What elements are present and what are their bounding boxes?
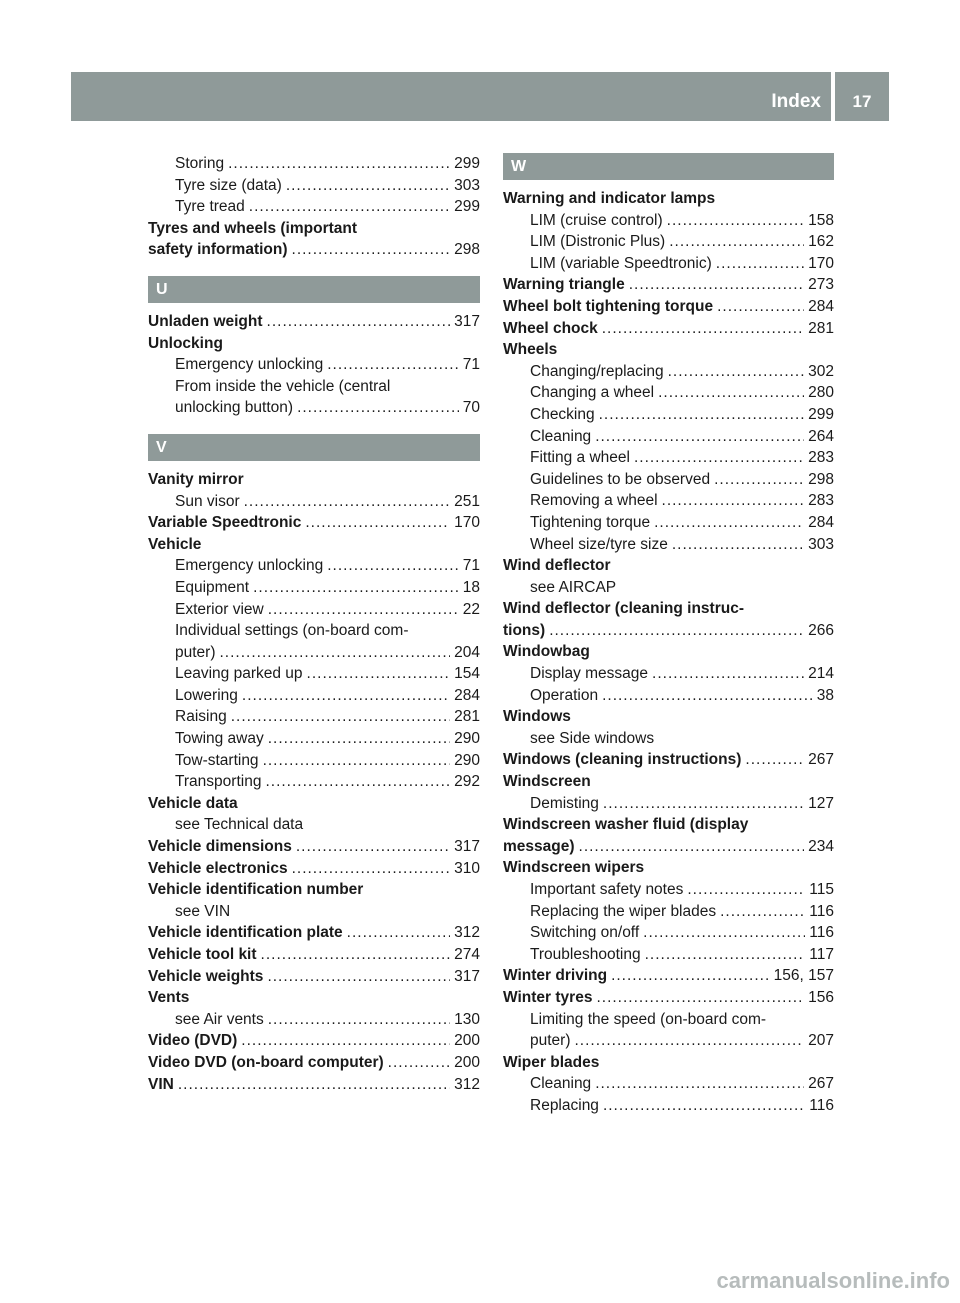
dot-leader (668, 361, 805, 383)
index-entry (503, 1009, 834, 1031)
entry-term: Wheel size/tyre size (530, 535, 668, 553)
section-letter-u: U (148, 276, 480, 303)
dot-leader (292, 858, 451, 880)
index-entry (148, 239, 480, 261)
index-entry (148, 944, 480, 966)
dot-leader (307, 663, 451, 685)
entry-page-number: 234 (808, 837, 834, 855)
index-entry (503, 555, 834, 577)
entry-term: puter) (530, 1032, 571, 1050)
entry-page-number: 290 (454, 730, 480, 748)
dot-leader (265, 771, 450, 793)
entry-term: Cleaning (530, 1075, 592, 1093)
index-entry (148, 728, 480, 750)
entry-page-number: 200 (454, 1032, 480, 1050)
entry-term: Tyre size (data) (175, 176, 282, 194)
entry-page-number: 290 (454, 751, 480, 769)
entry-term: Emergency unlocking (175, 356, 324, 374)
dot-leader (716, 253, 804, 275)
index-entry (148, 901, 480, 923)
index-entry (148, 555, 480, 577)
index-entry (148, 663, 480, 685)
entry-term: see VIN (175, 902, 231, 920)
entry-page-number: 303 (808, 535, 834, 553)
index-entry (148, 534, 480, 556)
index-entry (503, 598, 834, 620)
entry-page-number: 22 (462, 600, 480, 618)
entry-term: LIM (cruise control) (530, 211, 663, 229)
dot-leader (714, 469, 804, 491)
entry-page-number: 267 (808, 751, 834, 769)
index-entry (148, 1052, 480, 1074)
index-entry (503, 339, 834, 361)
entry-term: Tightening torque (530, 513, 651, 531)
entry-term: Towing away (175, 730, 264, 748)
dot-leader (231, 706, 450, 728)
dot-leader (220, 642, 451, 664)
dot-leader (549, 620, 804, 642)
index-entry (503, 944, 834, 966)
entry-term: Emergency unlocking (175, 557, 324, 575)
dot-leader (599, 404, 805, 426)
index-entry (503, 253, 834, 275)
entry-term: Changing/replacing (530, 362, 664, 380)
dot-leader (629, 274, 804, 296)
dot-leader (296, 836, 450, 858)
index-entry (148, 1074, 480, 1096)
index-entry (148, 354, 480, 376)
index-entry (503, 490, 834, 512)
dot-leader (658, 382, 804, 404)
dot-leader (347, 922, 450, 944)
dot-leader (286, 175, 450, 197)
index-entry (148, 706, 480, 728)
dot-leader (595, 1073, 804, 1095)
dot-leader (178, 1074, 450, 1096)
entry-term: Windows (cleaning instructions) (503, 751, 742, 769)
entry-term: Changing a wheel (530, 384, 655, 402)
entry-page-number: 299 (454, 198, 480, 216)
page-title: Index (771, 91, 821, 112)
entry-page-number: 284 (454, 686, 480, 704)
dot-leader (643, 922, 805, 944)
entry-term: Unlocking (148, 334, 223, 352)
entry-page-number: 204 (454, 643, 480, 661)
entry-page-number: 298 (454, 241, 480, 259)
entry-page-number: 71 (462, 356, 480, 374)
entry-page-number: 116 (809, 924, 834, 942)
entry-term: Vehicle identification number (148, 881, 364, 899)
entry-term: Unladen weight (148, 312, 263, 330)
dot-leader (602, 318, 804, 340)
index-entry (503, 771, 834, 793)
entry-term: Wheel chock (503, 319, 598, 337)
entry-term: Lowering (175, 686, 238, 704)
index-entry (503, 901, 834, 923)
entry-term: Fitting a wheel (530, 449, 630, 467)
index-group-w (503, 188, 834, 1117)
index-entry (148, 469, 480, 491)
entry-page-number: 292 (454, 773, 480, 791)
index-entry (148, 376, 480, 398)
entry-page-number: 281 (808, 319, 834, 337)
index-entry (503, 706, 834, 728)
index-group-u (148, 311, 480, 419)
entry-term: Windscreen wipers (503, 859, 645, 877)
index-entry (503, 1095, 834, 1117)
entry-term: Winter tyres (503, 988, 593, 1006)
dot-leader (720, 901, 805, 923)
entry-page-number: 310 (454, 859, 480, 877)
index-entry (503, 1052, 834, 1074)
entry-page-number: 284 (808, 513, 834, 531)
dot-leader (297, 397, 459, 419)
index-entry (503, 426, 834, 448)
index-column-right (503, 153, 834, 1117)
dot-leader (652, 663, 804, 685)
entry-term: From inside the vehicle (central (175, 377, 391, 395)
index-entry (148, 153, 480, 175)
index-entry (148, 836, 480, 858)
entry-page-number: 116 (809, 1096, 834, 1114)
index-entry (503, 469, 834, 491)
dot-leader (672, 534, 804, 556)
index-entry (503, 620, 834, 642)
index-entry (503, 447, 834, 469)
dot-leader (263, 750, 451, 772)
dot-leader (634, 447, 804, 469)
entry-term: Warning triangle (503, 276, 625, 294)
index-entry (503, 987, 834, 1009)
entry-term: LIM (variable Speedtronic) (530, 254, 712, 272)
entry-page-number: 266 (808, 621, 834, 639)
entry-term: Display message (530, 665, 649, 683)
index-entry (148, 599, 480, 621)
entry-term: Troubleshooting (530, 945, 641, 963)
index-entry (503, 274, 834, 296)
entry-page-number: 267 (808, 1075, 834, 1093)
entry-term: Tyres and wheels (important (148, 219, 358, 237)
entry-term: Demisting (530, 794, 599, 812)
entry-term: Video (DVD) (148, 1032, 238, 1050)
entry-term: Operation (530, 686, 599, 704)
dot-leader (602, 685, 813, 707)
index-entry (148, 685, 480, 707)
dot-leader (305, 512, 450, 534)
index-entry (503, 641, 834, 663)
dot-leader (242, 685, 450, 707)
dot-leader (327, 555, 459, 577)
entry-term: Wiper blades (503, 1053, 600, 1071)
entry-term: Removing a wheel (530, 492, 658, 510)
index-entry (503, 512, 834, 534)
dot-leader (654, 512, 804, 534)
entry-term: message) (503, 837, 575, 855)
entry-term: Replacing (530, 1096, 599, 1114)
dot-leader (228, 153, 450, 175)
entry-page-number: 156, 157 (773, 967, 834, 985)
index-entry (503, 231, 834, 253)
entry-term: Vehicle identification plate (148, 924, 343, 942)
index-entry (148, 771, 480, 793)
entry-page-number: 317 (454, 838, 480, 856)
dot-leader (244, 491, 451, 513)
entry-page-number: 38 (816, 686, 834, 704)
entry-page-number: 273 (808, 276, 834, 294)
entry-page-number: 283 (808, 492, 834, 510)
index-entry (148, 397, 480, 419)
entry-page-number: 317 (454, 967, 480, 985)
entry-page-number: 200 (454, 1053, 480, 1071)
entry-page-number: 302 (808, 362, 834, 380)
entry-term: Vehicle dimensions (148, 838, 292, 856)
index-entry (503, 836, 834, 858)
entry-term: Checking (530, 405, 595, 423)
entry-term: Switching on/off (530, 924, 640, 942)
index-entry (148, 333, 480, 355)
index-entry (503, 534, 834, 556)
index-entry (503, 728, 834, 750)
dot-leader (241, 1030, 450, 1052)
dot-leader (717, 296, 804, 318)
entry-page-number: 299 (808, 405, 834, 423)
entry-term: Important safety notes (530, 881, 684, 898)
entry-term: Vehicle data (148, 794, 238, 812)
entry-page-number: 71 (462, 557, 480, 575)
index-entry (503, 577, 834, 599)
section-gap (148, 419, 480, 434)
index-entry (148, 311, 480, 333)
entry-page-number: 283 (808, 449, 834, 467)
entry-term: Leaving parked up (175, 665, 303, 683)
index-entry (148, 491, 480, 513)
dot-leader (596, 987, 804, 1009)
section-letter-w: W (503, 153, 834, 180)
index-entry (503, 814, 834, 836)
index-entry (503, 922, 834, 944)
entry-term: VIN (148, 1075, 174, 1093)
index-entry (148, 793, 480, 815)
index-entry (503, 749, 834, 771)
index-group-continued (148, 153, 480, 261)
index-entry (148, 1009, 480, 1031)
entry-term: Guidelines to be observed (530, 470, 711, 488)
entry-term: Limiting the speed (on-board com- (530, 1010, 767, 1028)
entry-page-number: 317 (454, 312, 480, 330)
dot-leader (611, 965, 770, 987)
entry-page-number: 299 (454, 155, 480, 172)
entry-term: Vehicle electronics (148, 859, 288, 877)
index-entry (148, 750, 480, 772)
entry-term: Vehicle tool kit (148, 946, 257, 963)
index-entry (503, 404, 834, 426)
entry-term: see Technical data (175, 816, 304, 834)
dot-leader (667, 210, 804, 232)
entry-page-number: 127 (808, 794, 834, 812)
index-entry (503, 188, 834, 210)
index-entry (503, 663, 834, 685)
index-entry (148, 879, 480, 901)
entry-term: safety information) (148, 241, 288, 259)
entry-term: see AIRCAP (530, 578, 617, 596)
entry-page-number: 116 (809, 902, 834, 920)
index-entry (148, 814, 480, 836)
dot-leader (603, 1095, 805, 1117)
entry-page-number: 156 (808, 988, 834, 1006)
entry-term: Replacing the wiper blades (530, 902, 717, 920)
dot-leader (603, 793, 804, 815)
entry-page-number: 312 (454, 924, 480, 942)
dot-leader (745, 749, 804, 771)
dot-leader (327, 354, 459, 376)
entry-page-number: 117 (809, 945, 834, 963)
watermark: carmanualsonline.info (716, 1268, 950, 1293)
entry-term: Vents (148, 989, 190, 1007)
entry-term: Wind deflector (503, 557, 611, 575)
dot-leader (261, 944, 451, 966)
index-entry (503, 1073, 834, 1095)
entry-term: Variable Speedtronic (148, 514, 302, 532)
index-entry (503, 793, 834, 815)
entry-page-number: 274 (454, 946, 480, 963)
dot-leader (579, 836, 805, 858)
entry-page-number: 162 (808, 233, 834, 251)
dot-leader (687, 879, 805, 901)
entry-page-number: 130 (454, 1010, 480, 1028)
entry-term: Vanity mirror (148, 470, 244, 488)
index-column-left (148, 153, 480, 1095)
index-entry (503, 857, 834, 879)
dot-leader (253, 577, 459, 599)
index-entry (148, 966, 480, 988)
index-entry (503, 382, 834, 404)
dot-leader (268, 599, 459, 621)
entry-page-number: 18 (462, 578, 480, 596)
section-letter-v: V (148, 434, 480, 461)
dot-leader (292, 239, 451, 261)
entry-page-number: 264 (808, 427, 834, 445)
dot-leader (267, 311, 451, 333)
index-entry (503, 296, 834, 318)
entry-term: Equipment (175, 578, 250, 596)
entry-page-number: 298 (808, 470, 834, 488)
entry-page-number: 312 (454, 1075, 480, 1093)
index-entry (148, 987, 480, 1009)
entry-term: Windowbag (503, 643, 590, 661)
entry-term: Individual settings (on-board com- (175, 622, 409, 640)
index-group-v (148, 469, 480, 1095)
index-entry (503, 965, 834, 987)
entry-term: Warning and indicator lamps (503, 190, 716, 207)
entry-term: Wheel bolt tightening torque (503, 297, 714, 315)
entry-page-number: 281 (454, 708, 480, 726)
index-entry (148, 175, 480, 197)
entry-term: Windscreen washer fluid (display (503, 816, 749, 834)
entry-term: Wind deflector (cleaning instruc- (503, 600, 744, 618)
index-entry (503, 210, 834, 232)
index-entry (503, 361, 834, 383)
entry-term: Storing (175, 155, 225, 172)
entry-term: Tow-starting (175, 751, 259, 769)
entry-term: Winter driving (503, 967, 608, 985)
entry-term: Sun visor (175, 492, 240, 510)
entry-page-number: 115 (809, 881, 834, 898)
index-entry (503, 1030, 834, 1052)
entry-term: Transporting (175, 773, 262, 791)
entry-page-number: 280 (808, 384, 834, 402)
entry-term: Exterior view (175, 600, 264, 618)
entry-term: see Side windows (530, 729, 655, 747)
dot-leader (268, 1009, 450, 1031)
index-entry (148, 218, 480, 240)
page-number: 17 (852, 92, 872, 111)
entry-page-number: 251 (454, 492, 480, 510)
entry-page-number: 207 (808, 1032, 834, 1050)
entry-term: Raising (175, 708, 227, 726)
entry-term: Tyre tread (175, 198, 245, 216)
index-entry (148, 858, 480, 880)
entry-page-number: 70 (462, 399, 480, 417)
dot-leader (669, 231, 804, 253)
index-entry (148, 196, 480, 218)
index-entry (503, 318, 834, 340)
index-entry (503, 685, 834, 707)
entry-term: Windscreen (503, 773, 591, 791)
index-entry (148, 1030, 480, 1052)
dot-leader (595, 426, 804, 448)
entry-term: puter) (175, 643, 216, 661)
entry-term: Wheels (503, 341, 558, 359)
dot-leader (662, 490, 805, 512)
entry-term: Windows (503, 708, 571, 726)
section-gap (148, 261, 480, 276)
dot-leader (267, 966, 450, 988)
dot-leader (388, 1052, 450, 1074)
entry-term: tions) (503, 621, 546, 639)
entry-term: see Air vents (175, 1010, 264, 1028)
entry-page-number: 214 (808, 665, 834, 683)
entry-term: Video DVD (on-board computer) (148, 1053, 384, 1071)
entry-term: Vehicle (148, 535, 202, 553)
entry-term: Cleaning (530, 427, 592, 445)
entry-term: unlocking button) (175, 399, 294, 417)
index-entry (148, 577, 480, 599)
dot-leader (268, 728, 450, 750)
index-entry (148, 642, 480, 664)
dot-leader (575, 1030, 805, 1052)
entry-page-number: 170 (808, 254, 834, 272)
entry-page-number: 154 (454, 665, 480, 683)
entry-term: LIM (Distronic Plus) (530, 233, 666, 251)
entry-page-number: 158 (808, 211, 834, 229)
dot-leader (645, 944, 806, 966)
index-entry (148, 922, 480, 944)
index-entry (148, 620, 480, 642)
entry-page-number: 303 (454, 176, 480, 194)
entry-page-number: 284 (808, 297, 834, 315)
index-entry (148, 512, 480, 534)
dot-leader (249, 196, 450, 218)
entry-page-number: 170 (454, 514, 480, 532)
entry-term: Vehicle weights (148, 967, 264, 985)
index-entry (503, 879, 834, 901)
